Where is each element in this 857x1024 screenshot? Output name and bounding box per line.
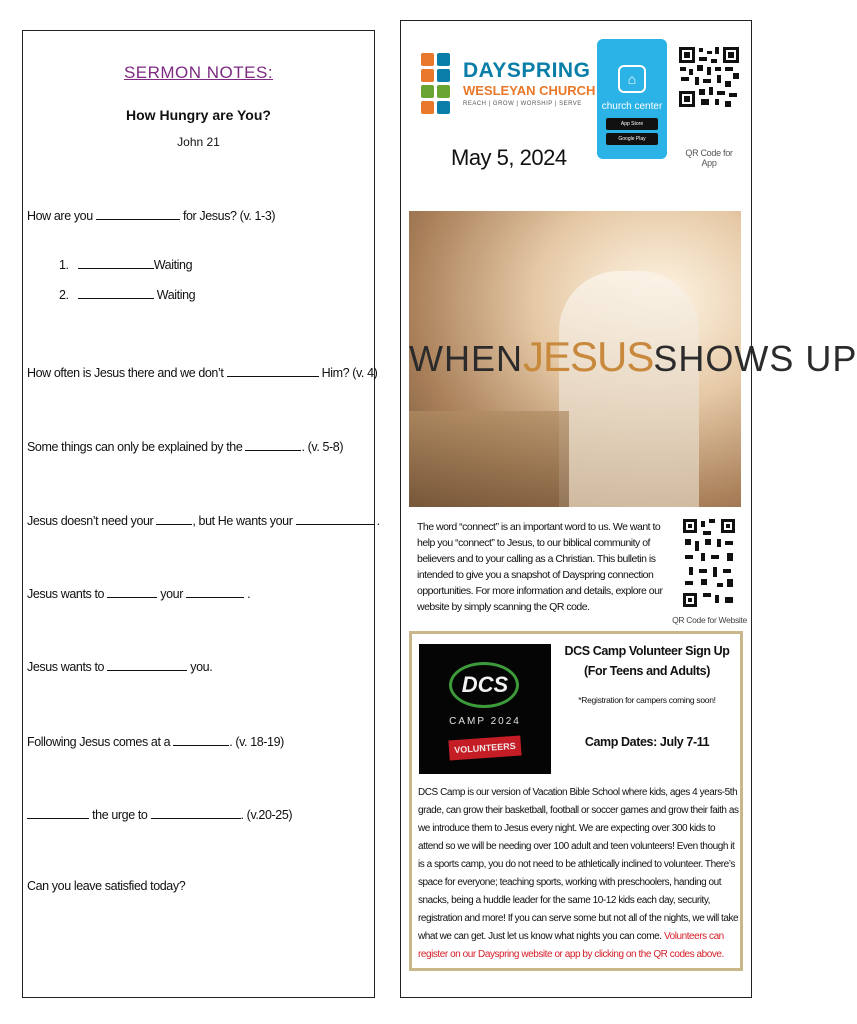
question-text: you.	[190, 660, 213, 674]
hero-word-shows-up: SHOWS UP	[653, 338, 857, 379]
qr-code-app[interactable]	[677, 45, 741, 168]
list-item	[59, 287, 195, 302]
qr-code-icon	[677, 45, 741, 109]
bulletin-panel	[400, 20, 857, 998]
church-name-line1: DAYSPRING	[463, 59, 591, 82]
qr-code-website[interactable]	[681, 517, 741, 627]
hero-word-when: WHEN	[409, 338, 523, 379]
question-text: Some things can only be explained by the	[27, 440, 243, 454]
logo-dcs-text: DCS	[461, 672, 509, 697]
bulletin-date: May 5, 2024	[451, 145, 567, 170]
fill-blank[interactable]	[245, 439, 301, 451]
question-text: the urge to	[92, 808, 148, 822]
question-text: your	[160, 587, 183, 601]
question-text: Jesus doesn’t need your	[27, 514, 154, 528]
fill-blank[interactable]	[96, 208, 180, 220]
church-center-app-badge[interactable]	[597, 39, 667, 159]
question-4	[27, 513, 380, 528]
fill-blank[interactable]	[78, 287, 154, 299]
app-name: church center	[601, 101, 663, 112]
question-1	[27, 208, 275, 223]
qr-code-icon	[681, 517, 737, 609]
logo-volunteers-banner: VOLUNTEERS	[448, 736, 521, 761]
sermon-notes-panel	[22, 30, 380, 998]
question-text: , but He wants your	[192, 514, 293, 528]
camp-dates: Camp Dates: July 7-11	[584, 735, 710, 749]
question-7	[27, 734, 284, 749]
logo-camp-year: CAMP 2024	[449, 716, 521, 727]
question-text: Jesus wants to	[27, 660, 105, 674]
hillside	[409, 411, 569, 507]
sermon-reference: John 21	[177, 135, 220, 149]
list-number: 1.	[59, 258, 69, 272]
fill-blank[interactable]	[156, 513, 192, 525]
question-5	[27, 586, 250, 601]
question-text: Following Jesus comes at a	[27, 735, 171, 749]
list-text: Waiting	[153, 258, 193, 272]
camp-body-text: DCS Camp is our version of Vacation Bible School where kids, ages 4 years-5th grade, can grow their basketball, football or soccer games and grow their faith as we introduce them to Jesus every night. We are expecting over 300 kids to attend so we will be needing over 100 adult and teen volunteers! Even though it is a sports camp, you do not need to be athletically inclined to volunteer. There’s space for everyone; teaching sports, working with preschoolers, handing out snacks, being a huddle leader for the same 10-12 kids each day, security, registration and more! If you can serve some but not all of the nights, we will take what we can get. Just let us know what nights you can come.	[418, 787, 739, 942]
question-text: .	[376, 514, 380, 528]
app-store-badge[interactable]: App Store	[606, 118, 658, 130]
fill-blank[interactable]	[186, 586, 244, 598]
question-text: How often is Jesus there and we don’t	[27, 366, 224, 380]
fill-blank[interactable]	[107, 586, 157, 598]
question-9: Can you leave satisfied today?	[27, 879, 186, 893]
sermon-notes-title: SERMON NOTES:	[123, 63, 274, 82]
fill-blank[interactable]	[227, 365, 319, 377]
sermon-series-image	[409, 211, 857, 507]
google-play-badge[interactable]: Google Play	[606, 133, 658, 145]
hero-word-jesus: JESUS	[523, 333, 654, 380]
question-text: .	[247, 587, 251, 601]
church-tagline: REACH | GROW | WORSHIP | SERVE	[463, 101, 582, 107]
church-logo-icon	[421, 53, 461, 127]
question-text: How are you	[27, 209, 93, 223]
question-8	[27, 807, 292, 822]
robed-figure	[559, 271, 699, 507]
connect-intro: The word “connect” is an important word to us. We want to help you “connect” to Jesus, to our biblical community of believers and to your calling as a Christian. This bulletin is intended to give you a snapshot of Dayspring connection opportunities. For more information and details, explore our website by simply scanning the QR code.	[417, 521, 663, 613]
dcs-camp-section	[409, 631, 743, 971]
fill-blank[interactable]	[151, 807, 241, 819]
camp-registration-note: *Registration for campers coming soon!	[578, 695, 716, 705]
camp-title-2: (For Teens and Adults)	[584, 664, 710, 678]
camp-title-1: DCS Camp Volunteer Sign Up	[564, 644, 730, 658]
hero-title	[409, 333, 857, 381]
question-3	[27, 439, 343, 454]
list-item	[59, 257, 192, 272]
dcs-camp-logo	[419, 644, 551, 774]
list-number: 2.	[59, 288, 69, 302]
church-center-icon: ⌂	[618, 65, 646, 93]
question-2	[27, 365, 377, 380]
fill-blank[interactable]	[107, 659, 187, 671]
camp-description	[418, 784, 740, 964]
qr-website-caption: QR Code for Website	[672, 615, 747, 625]
qr-app-caption: QR Code for App	[685, 148, 733, 168]
fill-blank[interactable]	[173, 734, 229, 746]
sermon-subtitle: How Hungry are You?	[126, 107, 271, 123]
question-text: . (v.20-25)	[240, 808, 293, 822]
list-text: Waiting	[156, 288, 196, 302]
question-6	[27, 659, 212, 674]
fill-blank[interactable]	[27, 807, 89, 819]
church-name-line2: WESLEYAN CHURCH	[463, 83, 596, 98]
question-text: . (v. 5-8)	[301, 440, 344, 454]
question-text: . (v. 18-19)	[229, 735, 284, 749]
fill-blank[interactable]	[78, 257, 154, 269]
question-text: Him? (v. 4)	[321, 366, 378, 380]
question-text: for Jesus? (v. 1-3)	[182, 209, 276, 223]
fill-blank[interactable]	[296, 513, 374, 525]
camp-register-link[interactable]: Volunteers can register on our Dayspring website or app by clicking on the QR codes above.	[418, 931, 724, 960]
question-text: Jesus wants to	[27, 587, 105, 601]
